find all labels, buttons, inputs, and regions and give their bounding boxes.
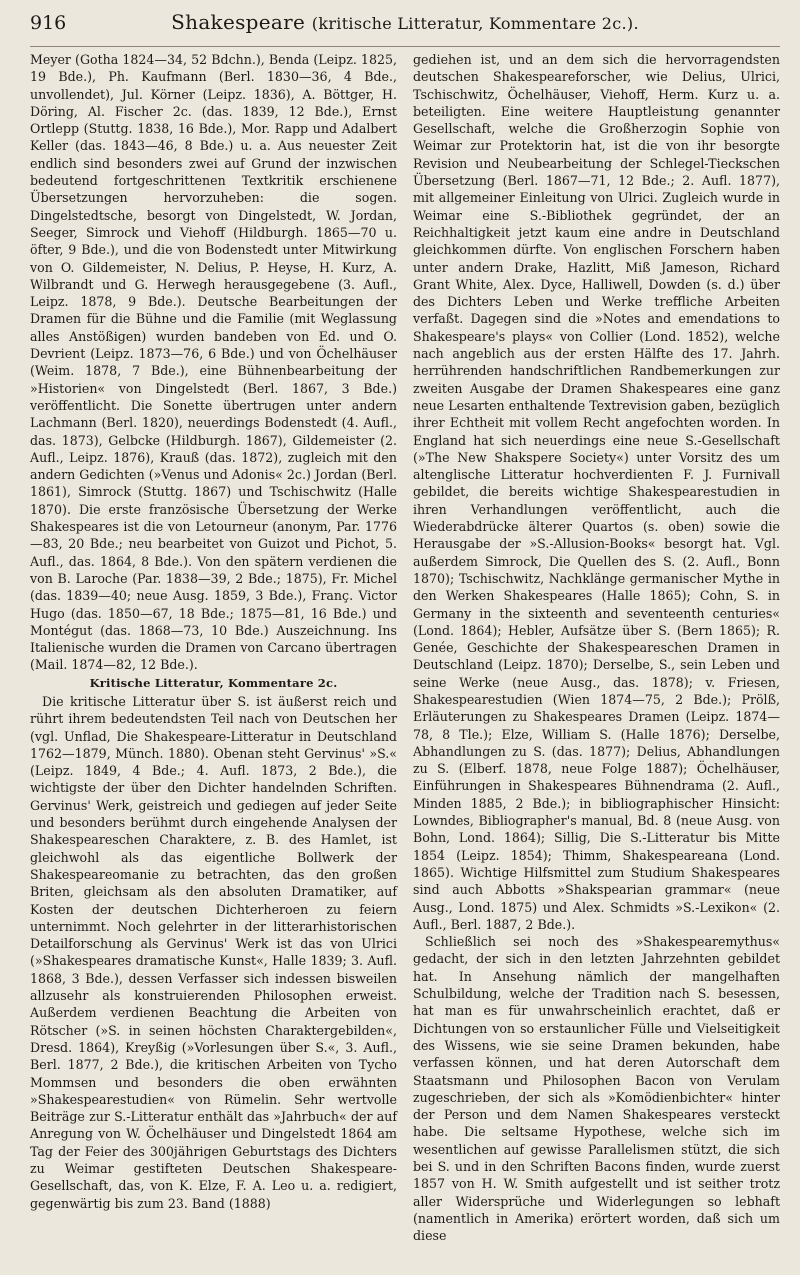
paragraph: Die kritische Litteratur über S. ist äußerst reich und rührt ihrem bedeutendsten Teil nach von Deutschen her (vgl. Unflad, Die Shakespeare-Litteratur in Deutschland 1762—1879, Münch. 1880). Obenan steht Gervinus' »S.« (Leipz. 1849, 4 Bde.; 4. Aufl. 1873, 2 Bde.), die wichtigste der über den Dichter handelnden Schriften. Gervinus' Werk, geistreich und gediegen auf jeder Seite und besonders berühmt durch eingehende Analysen der Shakespeareschen Charaktere, z. B. des Hamlet, ist gleichwohl als das eigentliche Bollwerk der Shakespeareomanie zu betrachten, das den großen Briten, gleichsam als den absoluten Dramatiker, auf Kosten der deutschen Dichterheroen zu feiern unternimmt. Noch gelehrter in der litterarhistorischen Detailforschung als Gervinus' Werk ist das von Ulrici (»Shakespeares dramatische Kunst«, Halle 1839; 3. Aufl. 1868, 3 Bde.), dessen Verfasser sich indessen bisweilen allzusehr als konstruierenden Philosophen erweist. Außerdem verdienen Beachtung die Arbeiten von Rötscher (»S. in seinen höchsten Charaktergebilden«, Dresd. 1864), Kreyßig (»Vorlesungen über S.«, 3. Aufl., Berl. 1877, 2 Bde.), die kritischen Arbeiten von Tycho Mommsen und besonders die oben erwähnten »Shakespearestudien« von Rümelin. Sehr wertvolle Beiträge zur S.-Litteratur enthält das »Jahrbuch« der auf Anregung von W. Öchelhäuser und Dingelstedt 1864 am Tag der Feier des 300jährigen Geburtstags des Dichters zu Weimar gestifteten Deutschen Shakespeare-Gesellschaft, das, von K. Elze, F. A. Leo u. a. redigiert, gegenwärtig bis zum 23. Band (1888) [30, 693, 397, 1211]
page-number: 916 [30, 12, 67, 34]
paragraph: Schließlich sei noch des »Shakespearemythus« gedacht, der sich in den letzten Jahrzehnten gebildet hat. In Ansehung nämlich der mangelhaften Schulbildung, welche der Tradition nach S. besessen, hat man es für unwahrscheinlich erachtet, daß er Dichtungen von so erstaunlicher Fülle und Vielseitigkeit des Wissens, wie sie seine Dramen bekunden, habe verfassen können, und hat deren Autorschaft dem Staatsmann und Philosophen Bacon von Verulam zugeschrieben, der sich als »Komödienbichter« hinter der Person und dem Namen Shakespeares versteckt habe. Die seltsame Hypothese, welche sich im wesentlichen auf gewisse Parallelismen stützt, die sich bei S. und in den Schriften Bacons finden, wurde zuerst 1857 von H. W. Smith aufgestellt und ist seither trotz aller Widersprüche und Widerlegungen so lebhaft (namentlich in Amerika) erörtert worden, daß sich um diese [413, 934, 780, 1244]
paragraph: Meyer (Gotha 1824—34, 52 Bdchn.), Benda (Leipz. 1825, 19 Bde.), Ph. Kaufmann (Berl. 1830—36, 4 Bde., unvollendet), Jul. Körner (Leipz. 1836), A. Böttger, H. Döring, Al. Fischer 2c. (das. 1839, 12 Bde.), Ernst Ortlepp (Stuttg. 1838, 16 Bde.), Mor. Rapp und Adalbert Keller (das. 1843—46, 8 Bde.) u. a. Aus neuester Zeit endlich sind besonders zwei auf Grund der inzwischen bedeutend fortgeschrittenen Textkritik erschienene Übersetzungen hervorzuheben: die sogen. Dingelstedtsche, besorgt von Dingelstedt, W. Jordan, Seeger, Simrock und Viehoff (Hildburgh. 1865—70 u. öfter, 9 Bde.), und die von Bodenstedt unter Mitwirkung von O. Gildemeister, N. Delius, P. Heyse, H. Kurz, A. Wilbrandt und G. Herwegh herausgegebene (3. Aufl., Leipz. 1878, 9 Bde.). Deutsche Bearbeitungen der Dramen für die Bühne und die Familie (mit Weglassung alles Anstößigen) wurden bandeben von Ed. und O. Devrient (Leipz. 1873—76, 6 Bde.) und von Öchelhäuser (Weim. 1878, 7 Bde.), eine Bühnenbearbeitung der »Historien« von Dingelstedt (Berl. 1867, 3 Bde.) veröffentlicht. Die Sonette übertrugen unter andern Lachmann (Berl. 1820), neuerdings Bodenstedt (4. Aufl., das. 1873), Gelbcke (Hildburgh. 1867), Gildemeister (2. Aufl., Leipz. 1876), Krauß (das. 1872), zugleich mit den andern Gedichten (»Venus und Adonis« 2c.) Jordan (Berl. 1861), Simrock (Stuttg. 1867) und Tschischwitz (Halle 1870). Die erste französische Übersetzung der Werke Shakespeares ist die von Letourneur (anonym, Par. 1776—83, 20 Bde.; neu bearbeitet von Guizot und Pichot, 5. Aufl., das. 1864, 8 Bde.). Von den spätern verdienen die von B. Laroche (Par. 1838—39, 2 Bde.; 1875), Fr. Michel (das. 1839—40; neue Ausg. 1859, 3 Bde.), Franç. Victor Hugo (das. 1850—67, 18 Bde.; 1875—81, 16 Bde.) und Montégut (das. 1868—73, 10 Bde.) Auszeichnung. Ins Italienische wurden die Dramen von Carcano übertragen (Mail. 1874—82, 12 Bde.). [30, 52, 397, 673]
running-subtitle: (kritische Litteratur, Kommentare 2c.). [311, 14, 639, 33]
right-column [413, 51, 780, 1244]
headword: Shakespeare [171, 10, 306, 34]
paragraph: gediehen ist, und an dem sich die hervorragendsten deutschen Shakespeareforscher, wie Delius, Ulrici, Tschischwitz, Öchelhäuser, Viehoff, Herm. Kurz u. a. beteiligten. Eine weitere Hauptleistung genannter Gesellschaft, welche die Großherzogin Sophie von Weimar zur Protektorin hat, ist die von ihr besorgte Revision und Neubearbeitung der Schlegel-Tieckschen Übersetzung (Berl. 1867—71, 12 Bde.; 2. Aufl. 1877), mit allgemeiner Einleitung von Ulrici. Zugleich wurde in Weimar eine S.-Bibliothek gegründet, der an Reichhaltigkeit jetzt kaum eine andre in Deutschland gleichkommen dürfte. Von englischen Forschern haben unter andern Drake, Hazlitt, Miß Jameson, Richard Grant White, Alex. Dyce, Halliwell, Dowden (s. d.) über des Dichters Leben und Werke treffliche Arbeiten verfaßt. Dagegen sind die »Notes and emendations to Shakespeare's plays« von Collier (Lond. 1852), welche nach angeblich aus der ersten Hälfte des 17. Jahrh. herrührenden handschriftlichen Randbemerkungen zur zweiten Ausgabe der Dramen Shakespeares eine ganz neue Lesarten enthaltende Textrevision gaben, bezüglich ihrer Echtheit mit vollem Recht angefochten worden. In England hat sich neuerdings eine neue S.-Gesellschaft (»The New Shakspere Society«) unter Vorsitz des um altenglische Litteratur hochverdienten F. J. Furnivall gebildet, die bereits wichtige Shakespearestudien in ihren Verhandlungen veröffentlicht, auch die Wiederabdrücke älterer Quartos (s. oben) sowie die Herausgabe der »S.-Allusion-Books« besorgt hat. Vgl. außerdem Simrock, Die Quellen des S. (2. Aufl., Bonn 1870); Tschischwitz, Nachklänge germanischer Mythe in den Werken Shakespeares (Halle 1865); Cohn, S. in Germany in the sixteenth and seventeenth centuries« (Lond. 1864); Hebler, Aufsätze über S. (Bern 1865); R. Genée, Geschichte der Shakespeareschen Dramen in Deutschland (Leipz. 1870); Derselbe, S., sein Leben und seine Werke (neue Ausg., das. 1878); v. Friesen, Shakespearestudien (Wien 1874—75, 2 Bde.); Prölß, Erläuterungen zu Shakespeares Dramen (Leipz. 1874—78, 8 Tle.); Elze, William S. (Halle 1876); Derselbe, Abhandlungen zu S. (das. 1877); Delius, Abhandlungen zu S. (Elberf. 1878, neue Folge 1887); Öchelhäuser, Einführungen in Shakespeares Bühnendrama (2. Aufl., Minden 1885, 2 Bde.); in bibliographischer Hinsicht: Lowndes, Bibliographer's manual, Bd. 8 (neue Ausg. von Bohn, Lond. 1864); Sillig, Die S.-Litteratur bis Mitte 1854 (Leipz. 1854); Thimm, Shakespeareana (Lond. 1865). Wichtige Hilfsmittel zum Studium Shakespeares sind auch Abbotts »Shakspearian grammar« (neue Ausg., Lond. 1875) und Alex. Schmidts »S.-Lexikon« (2. Aufl., Berl. 1887, 2 Bde.). [413, 52, 780, 932]
running-head [30, 10, 780, 47]
left-column [30, 51, 397, 1244]
section-heading: Kritische Litteratur, Kommentare 2c. [89, 675, 338, 690]
text-columns [30, 51, 780, 1244]
running-title [90, 10, 720, 34]
